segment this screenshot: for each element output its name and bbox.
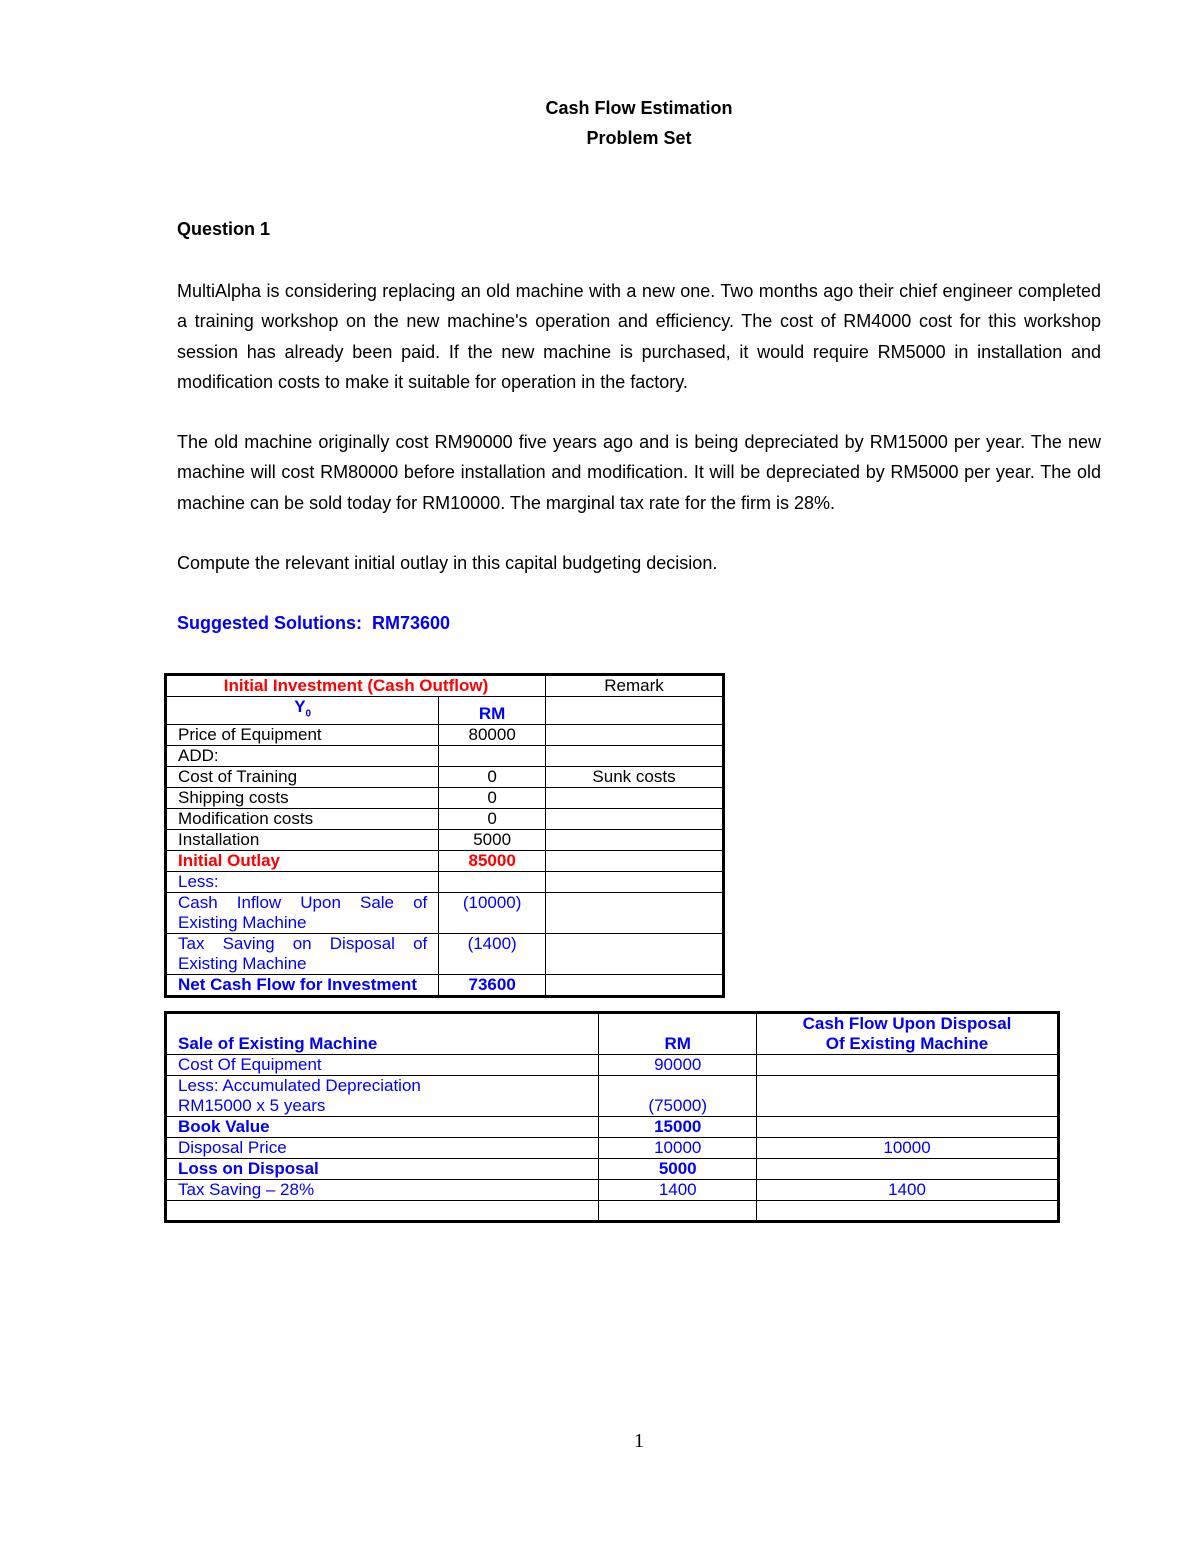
row-label: Cost Of Equipment xyxy=(166,1055,599,1076)
row-value xyxy=(439,872,546,893)
document-subtitle: Problem Set xyxy=(586,128,692,148)
row-remark xyxy=(546,851,724,872)
table-row xyxy=(166,851,724,872)
cashflow-header-line-2: Of Existing Machine xyxy=(825,1034,989,1053)
table-row xyxy=(166,1117,1059,1138)
row-value: (10000) xyxy=(439,893,546,934)
row-remark xyxy=(546,788,724,809)
table-row xyxy=(166,725,724,746)
suggested-solution xyxy=(177,613,450,634)
row-cashflow: 1400 xyxy=(757,1180,1059,1201)
row-rm: (75000) xyxy=(599,1076,757,1117)
row-label xyxy=(166,1076,599,1117)
row-rm: 15000 xyxy=(599,1117,757,1138)
table-row xyxy=(166,1138,1059,1159)
table-row xyxy=(166,975,724,997)
cashflow-header-line-1: Cash Flow Upon Disposal xyxy=(802,1014,1012,1033)
row-remark xyxy=(546,975,724,997)
table-cell xyxy=(546,697,724,725)
row-label: Initial Outlay xyxy=(166,851,439,872)
row-cashflow: 10000 xyxy=(757,1138,1059,1159)
table-row xyxy=(166,746,724,767)
row-label: Loss on Disposal xyxy=(166,1159,599,1180)
row-value: 80000 xyxy=(439,725,546,746)
question-heading: Question 1 xyxy=(177,219,271,239)
table-row xyxy=(166,1055,1059,1076)
row-label: Book Value xyxy=(166,1117,599,1138)
table-row xyxy=(166,767,724,788)
year-subscript: 0 xyxy=(305,708,312,720)
initial-investment-table xyxy=(164,673,725,998)
remark-header: Remark xyxy=(546,675,724,697)
sale-header-label: Sale of Existing Machine xyxy=(166,1013,599,1055)
row-remark xyxy=(546,830,724,851)
table-row xyxy=(166,788,724,809)
row-cashflow xyxy=(757,1159,1059,1180)
year-header xyxy=(166,697,439,725)
row-label: Tax Saving – 28% xyxy=(166,1180,599,1201)
question-paragraph-2: The old machine originally cost RM90000 five years ago and is being depreciated by RM15000 per year. The new machine will cost RM80000 before installation and modification. It will be depreciated by RM5000 per year. The old machine can be sold today for RM10000. The marginal tax rate for the firm is 28%. xyxy=(177,432,1101,513)
table-row xyxy=(166,893,724,934)
investment-header: Initial Investment (Cash Outflow) xyxy=(166,675,546,697)
row-value: (1400) xyxy=(439,934,546,975)
sale-header-rm: RM xyxy=(599,1013,757,1055)
row-rm: 90000 xyxy=(599,1055,757,1076)
table-row xyxy=(166,1180,1059,1201)
row-value: 0 xyxy=(439,767,546,788)
table-row xyxy=(166,697,724,725)
row-rm: 1400 xyxy=(599,1180,757,1201)
table-row xyxy=(166,1076,1059,1117)
row-value: 5000 xyxy=(439,830,546,851)
row-cashflow xyxy=(757,1201,1059,1222)
row-remark: Sunk costs xyxy=(546,767,724,788)
row-label: Shipping costs xyxy=(166,788,439,809)
row-label: Installation xyxy=(166,830,439,851)
row-value: 85000 xyxy=(439,851,546,872)
year-label: Y xyxy=(294,697,306,716)
page-number: 1 xyxy=(634,1430,644,1452)
row-label-line-1: Less: Accumulated Depreciation xyxy=(178,1076,421,1095)
sale-of-existing-machine-table xyxy=(164,1011,1060,1223)
row-cashflow xyxy=(757,1076,1059,1117)
row-remark xyxy=(546,872,724,893)
row-rm xyxy=(599,1201,757,1222)
table-row xyxy=(166,1013,1059,1055)
table-row xyxy=(166,934,724,975)
row-remark xyxy=(546,746,724,767)
rm-header: RM xyxy=(439,697,546,725)
row-rm: 10000 xyxy=(599,1138,757,1159)
table-row xyxy=(166,1201,1059,1222)
row-label: Less: xyxy=(166,872,439,893)
row-remark xyxy=(546,893,724,934)
row-label: Price of Equipment xyxy=(166,725,439,746)
document-title: Cash Flow Estimation xyxy=(545,98,733,118)
row-label xyxy=(166,1201,599,1222)
solution-label: Suggested Solutions: xyxy=(177,613,363,633)
row-label: Tax Saving on Disposal of Existing Machine xyxy=(166,934,439,975)
table-row xyxy=(166,830,724,851)
row-remark xyxy=(546,934,724,975)
row-rm: 5000 xyxy=(599,1159,757,1180)
row-value: 0 xyxy=(439,809,546,830)
row-label: Modification costs xyxy=(166,809,439,830)
row-cashflow xyxy=(757,1055,1059,1076)
row-value xyxy=(439,746,546,767)
row-label: Cost of Training xyxy=(166,767,439,788)
question-paragraph-3: Compute the relevant initial outlay in this capital budgeting decision. xyxy=(177,553,718,573)
row-remark xyxy=(546,809,724,830)
row-cashflow xyxy=(757,1117,1059,1138)
row-remark xyxy=(546,725,724,746)
row-value: 0 xyxy=(439,788,546,809)
table-row xyxy=(166,675,724,697)
table-row xyxy=(166,1159,1059,1180)
solution-value: RM73600 xyxy=(372,613,451,633)
row-value: 73600 xyxy=(439,975,546,997)
row-label: ADD: xyxy=(166,746,439,767)
row-label: Net Cash Flow for Investment xyxy=(166,975,439,997)
sale-header-cashflow xyxy=(757,1013,1059,1055)
question-paragraph-1: MultiAlpha is considering replacing an old machine with a new one. Two months ago their chief engineer completed a training workshop on the new machine's operation and efficiency. The cost of RM4000 cost for this workshop session has already been paid. If the new machine is purchased, it would require RM5000 in installation and modification costs to make it suitable for operation in the factory. xyxy=(177,281,1101,392)
row-label: Cash Inflow Upon Sale of Existing Machine xyxy=(166,893,439,934)
table-row xyxy=(166,872,724,893)
row-label-line-2: RM15000 x 5 years xyxy=(178,1096,326,1115)
row-label: Disposal Price xyxy=(166,1138,599,1159)
table-row xyxy=(166,809,724,830)
